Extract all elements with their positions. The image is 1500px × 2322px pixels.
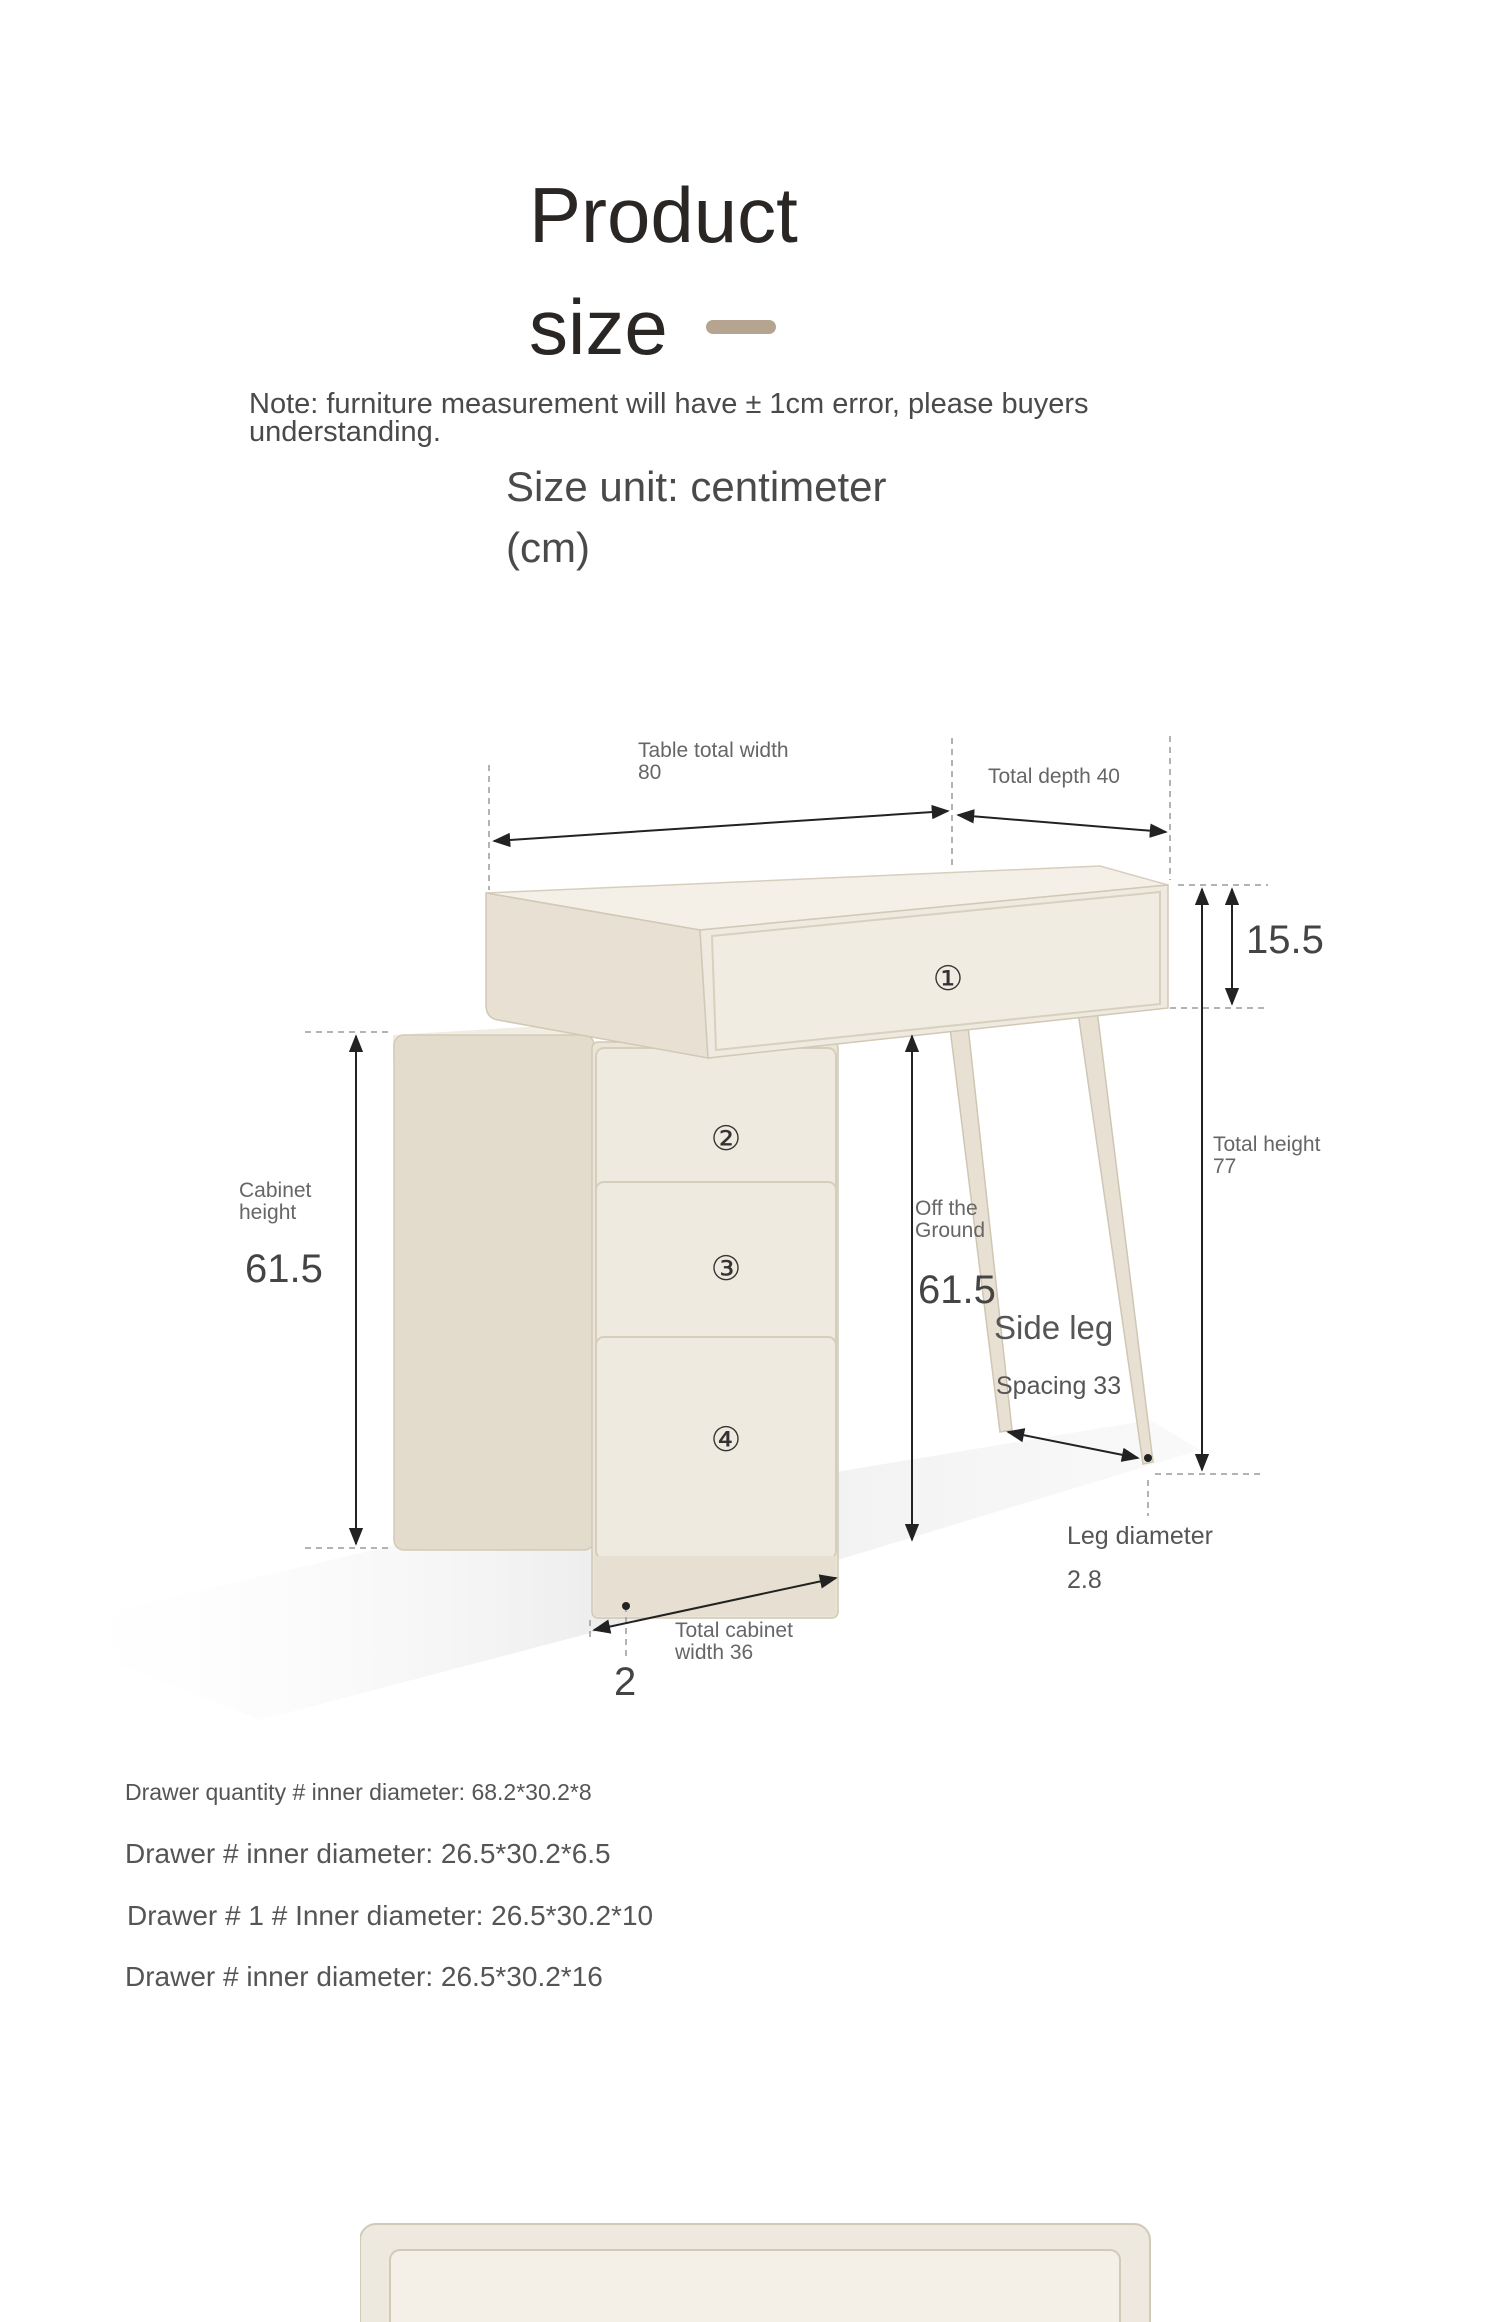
page-title-line1: Product [529,171,798,259]
side-leg-label: Side leg [994,1309,1114,1346]
svg-text:①: ① [932,959,964,999]
spec-line-2: Drawer # inner diameter: 26.5*30.2*6.5 [125,1838,611,1869]
total-height-label: Total height [1213,1133,1321,1156]
spec-line-1: Drawer quantity # inner diameter: 68.2*30.2*8 [125,1779,592,1805]
measurement-note: Note: furniture measurement will have ± 1cm error, please buyers understanding. [249,388,1089,448]
off-ground-label-2: Ground [915,1219,986,1242]
spec-line-3: Drawer # 1 # Inner diameter: 26.5*30.2*10 [127,1900,654,1931]
off-ground-value: 61.5 [918,1268,996,1312]
svg-text:②: ② [710,1119,742,1159]
leg-diameter-value: 2.8 [1067,1566,1102,1594]
svg-text:③: ③ [710,1249,742,1289]
size-unit-line1: Size unit: centimeter [506,463,887,510]
cabinet-height-label-1: Cabinet [239,1179,312,1202]
page-title-line2: size [529,283,668,371]
foot-dot [622,1602,630,1610]
table-width-label: Table total width [638,739,789,762]
drawer-badge-1 [930,959,966,999]
title-accent-dash [706,320,776,334]
drawer-height-value: 15.5 [1246,918,1324,962]
spec-line-4: Drawer # inner diameter: 26.5*30.2*16 [125,1961,603,1992]
drawer-badge-3 [708,1249,744,1289]
total-depth-label: Total depth 40 [988,765,1120,788]
leg-tip-dot [1144,1454,1152,1462]
svg-text:④: ④ [710,1420,742,1460]
cabinet-side [394,1035,594,1550]
foot-height-value: 2 [614,1660,637,1704]
size-unit-line2: (cm) [506,524,590,571]
cabinet-width-label-2: width 36 [675,1641,754,1664]
product-dimension-diagram [0,700,1500,1760]
leg-diameter-label: Leg diameter [1067,1522,1213,1550]
drawer-badge-4 [708,1420,744,1460]
cabinet-width-label-1: Total cabinet [675,1619,793,1642]
cabinet-height-value: 61.5 [245,1247,323,1291]
next-product-image [360,2220,1160,2322]
side-leg-spacing: Spacing 33 [996,1372,1122,1400]
total-height-value: 77 [1213,1155,1237,1178]
table-width-value: 80 [638,761,662,784]
drawer-badge-2 [708,1119,744,1159]
off-ground-label-1: Off the [915,1197,978,1220]
cabinet-height-label-2: height [239,1201,297,1224]
